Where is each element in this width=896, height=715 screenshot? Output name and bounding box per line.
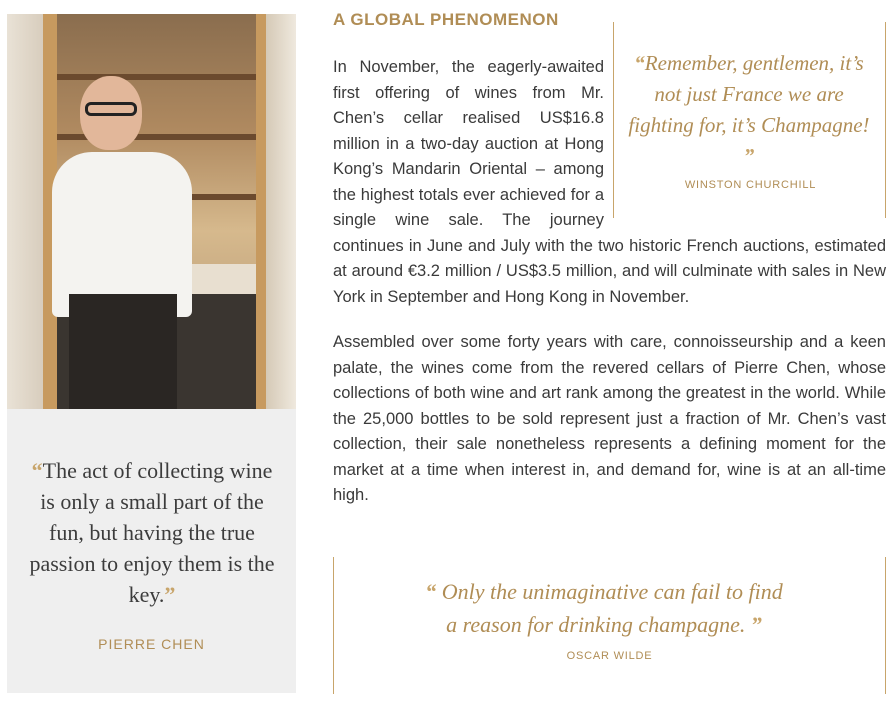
section-heading: A GLOBAL PHENOMENON: [333, 10, 559, 29]
open-quote-mark: “: [31, 458, 43, 483]
pullquote-author: OSCAR WILDE: [566, 650, 653, 662]
pullquote-text: “The act of collecting wine is only a small part of the fun, but having the true passion to enjoy them is the key.”: [29, 458, 275, 607]
portrait-photo: [7, 14, 296, 409]
pullquote-author: PIERRE CHEN: [98, 636, 205, 652]
pullquote-text: “Remember, gentlemen, it’s not just France we are fighting for, it’s Champagne! ”: [628, 51, 870, 168]
close-quote-mark: ”: [164, 582, 176, 607]
pullquote-author: WINSTON CHURCHILL: [684, 179, 817, 191]
pullquote-box-chen: [7, 409, 296, 693]
paragraph: In November, the eagerly-awaited first offering of wines from Mr. Chen’s cellar realised US$16.8 million in a two-day auction at Hong Kong’s Mandarin Oriental – among the highest totals ever achieved for a single wine sale. The journey continues in June and July with the two historic French auctions, estimated at around €3.2 million / US$3.5 million, and will culminate with sales in New York in September and Hong Kong in November.: [333, 58, 886, 306]
pullquote-churchill: [613, 22, 886, 218]
pullquote-wilde: [333, 557, 886, 694]
pullquote-text: “ Only the unimaginative can fail to find a reason for drinking champagne. ”: [425, 579, 783, 637]
paragraph: Assembled over some forty years with care, connoisseurship and a keen palate, the wines come from the revered cellars of Pierre Chen, whose collections of both wine and art rank among the greatest in the world. While the 25,000 bottles to be sold represent just a fraction of Mr. Chen’s vast collection, their sale nonetheless represents a defining moment for the market at a time when interest in, and demand for, wine is at an all-time high.: [333, 333, 886, 504]
